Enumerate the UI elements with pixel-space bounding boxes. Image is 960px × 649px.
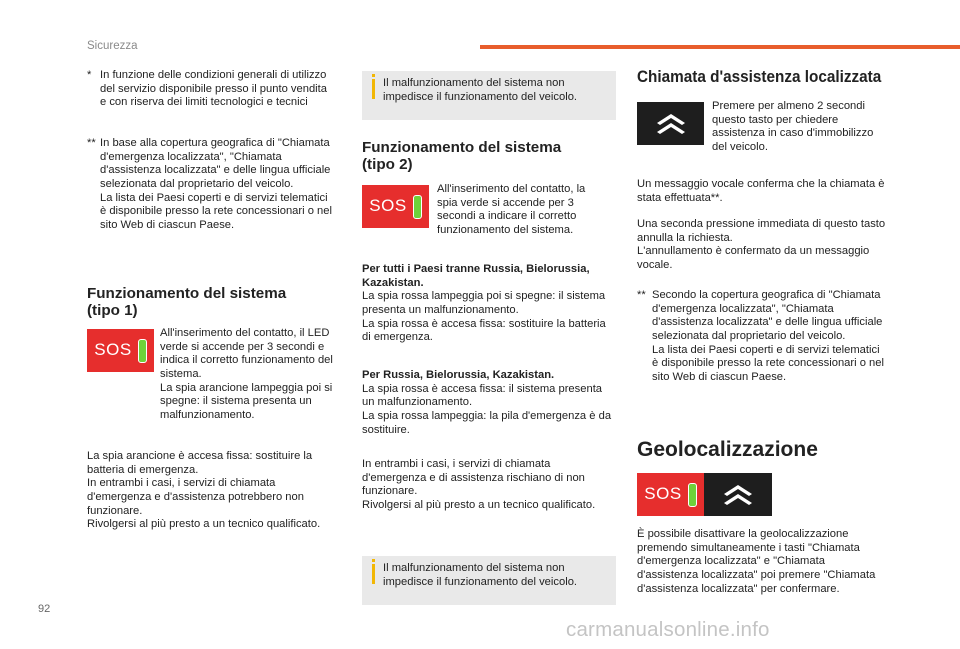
section-title: Sicurezza xyxy=(87,40,138,52)
text: In entrambi i casi, i servizi di chiamata d'emergenza e di assistenza rischiano di non funzionare. xyxy=(362,458,585,498)
heading-system-type1: Funzionamento del sistema (tipo 1) xyxy=(87,285,287,320)
text: All'inserimento del contatto, il LED verde si accende per 3 secondi e indica il corretto funzionamento del sistema. xyxy=(160,327,333,380)
text: La spia rossa lampeggia: la pila d'emergenza è da sostituire. xyxy=(362,409,612,436)
geolocation-text: È possibile disattivare la geolocalizzazione premendo simultaneamente i tasti "Chiamata d'emergenza localizzata" e "Chiamata d'assistenza localizzata" poi premere "Chiamata d'assistenza localizzata" per confermare. xyxy=(637,528,876,595)
footnote-text: Secondo la copertura geografica di "Chiamata d'emergenza localizzata", "Chiamata d'assistenza localizzata" e delle lingua ufficiale selezionata dal proprietario del veicolo. xyxy=(652,289,883,342)
info-icon xyxy=(372,564,375,584)
footnote-mark: * xyxy=(87,69,92,81)
sos-label: SOS xyxy=(369,196,407,216)
footnote-text-block xyxy=(652,289,887,385)
heading-geolocation: Geolocalizzazione xyxy=(637,438,818,461)
type2-countries-block xyxy=(362,263,617,345)
text: Una seconda pressione immediata di questo tasto annulla la richiesta. xyxy=(637,218,886,244)
assistance-p2 xyxy=(637,218,887,273)
assistance-button-icon xyxy=(637,102,704,145)
watermark: carmanualsonline.info xyxy=(566,618,770,641)
type1-description xyxy=(160,327,338,423)
info-box-top xyxy=(362,71,616,120)
footnote-2 xyxy=(87,137,332,233)
info-text: Il malfunzionamento del sistema non impedisce il funzionamento del veicolo. xyxy=(383,562,578,588)
sos-label: SOS xyxy=(94,340,132,360)
assistance-p1: Un messaggio vocale conferma che la chiamata è stata effettuata**. xyxy=(637,178,885,204)
type2-notes xyxy=(362,458,617,513)
footnote-text: La lista dei Paesi coperti e di servizi telematici è disponibile presso la rete concessionari o nel sito Web di ciascun Paese. xyxy=(100,191,332,231)
footnote-1 xyxy=(87,69,327,110)
footnote-text-block xyxy=(100,137,332,233)
info-icon xyxy=(372,79,375,99)
text: La spia rossa è accesa fissa: il sistema presenta un malfunzionamento. xyxy=(362,382,603,409)
led-icon xyxy=(138,339,147,363)
text: La spia rossa lampeggia poi si spegne: il sistema presenta un malfunzionamento. xyxy=(362,290,606,316)
type1-notes xyxy=(87,450,342,532)
sos-label: SOS xyxy=(644,484,682,504)
sos-button-icon xyxy=(362,185,429,228)
assistance-chevron-icon xyxy=(654,111,688,137)
geolocation-buttons-icon xyxy=(637,473,772,516)
type2-russia-block xyxy=(362,369,617,437)
section-accent-bar xyxy=(480,45,960,49)
info-text: Il malfunzionamento del sistema non impedisce il funzionamento del veicolo. xyxy=(383,77,578,103)
sos-button-icon xyxy=(87,329,154,372)
footnote-text: La lista dei Paesi coperti e di servizi telematici è disponibile presso la rete concessionari o nel sito Web di ciascun Paese. xyxy=(652,343,884,383)
heading-assistance-call: Chiamata d'assistenza localizzata xyxy=(637,67,882,86)
footnote-3 xyxy=(637,289,887,385)
sos-button-icon xyxy=(637,473,704,516)
text: Rivolgersi al più presto a un tecnico qualificato. xyxy=(87,518,321,531)
assistance-chevron-icon xyxy=(721,482,755,508)
assistance-description: Premere per almeno 2 secondi questo tasto per chiedere assistenza in caso d'immobilizzo del veicolo. xyxy=(712,100,874,153)
led-icon xyxy=(688,483,697,507)
footnote-text: In base alla copertura geografica di "Chiamata d'emergenza localizzata", "Chiamata d'assistenza localizzata" e delle lingua ufficiale selezionata dal proprietario del veicolo. xyxy=(100,137,331,190)
type2-description: All'inserimento del contatto, la spia verde si accende per 3 secondi a indicare il corretto funzionamento del sistema. xyxy=(437,183,586,236)
footnote-mark: ** xyxy=(87,137,96,149)
bold-heading: Per Russia, Bielorussia, Kazakistan. xyxy=(362,369,555,381)
text: La spia arancione lampeggia poi si spegne: il sistema presenta un malfunzionamento. xyxy=(160,381,333,421)
assistance-button-icon xyxy=(704,473,772,516)
text: L'annullamento è confermato da un messaggio vocale. xyxy=(637,245,870,271)
text: Rivolgersi al più presto a un tecnico qualificato. xyxy=(362,498,596,511)
footnote-mark: ** xyxy=(637,289,646,301)
footnote-text: In funzione delle condizioni generali di utilizzo del servizio disponibile presso il punto vendita e con riserva dei limiti tecnologici e tecnici xyxy=(100,69,327,109)
text: In entrambi i casi, i servizi di chiamata d'emergenza e d'assistenza potrebbero non funzionare. xyxy=(87,477,304,517)
heading-system-type2: Funzionamento del sistema (tipo 2) xyxy=(362,139,562,174)
led-icon xyxy=(413,195,422,219)
info-box-bottom xyxy=(362,556,616,605)
page-number: 92 xyxy=(38,603,51,615)
text: La spia arancione è accesa fissa: sostituire la batteria di emergenza. xyxy=(87,450,313,476)
text: La spia rossa è accesa fissa: sostituire la batteria di emergenza. xyxy=(362,317,606,344)
bold-heading: Per tutti i Paesi tranne Russia, Bielorussia, Kazakistan. xyxy=(362,263,590,289)
